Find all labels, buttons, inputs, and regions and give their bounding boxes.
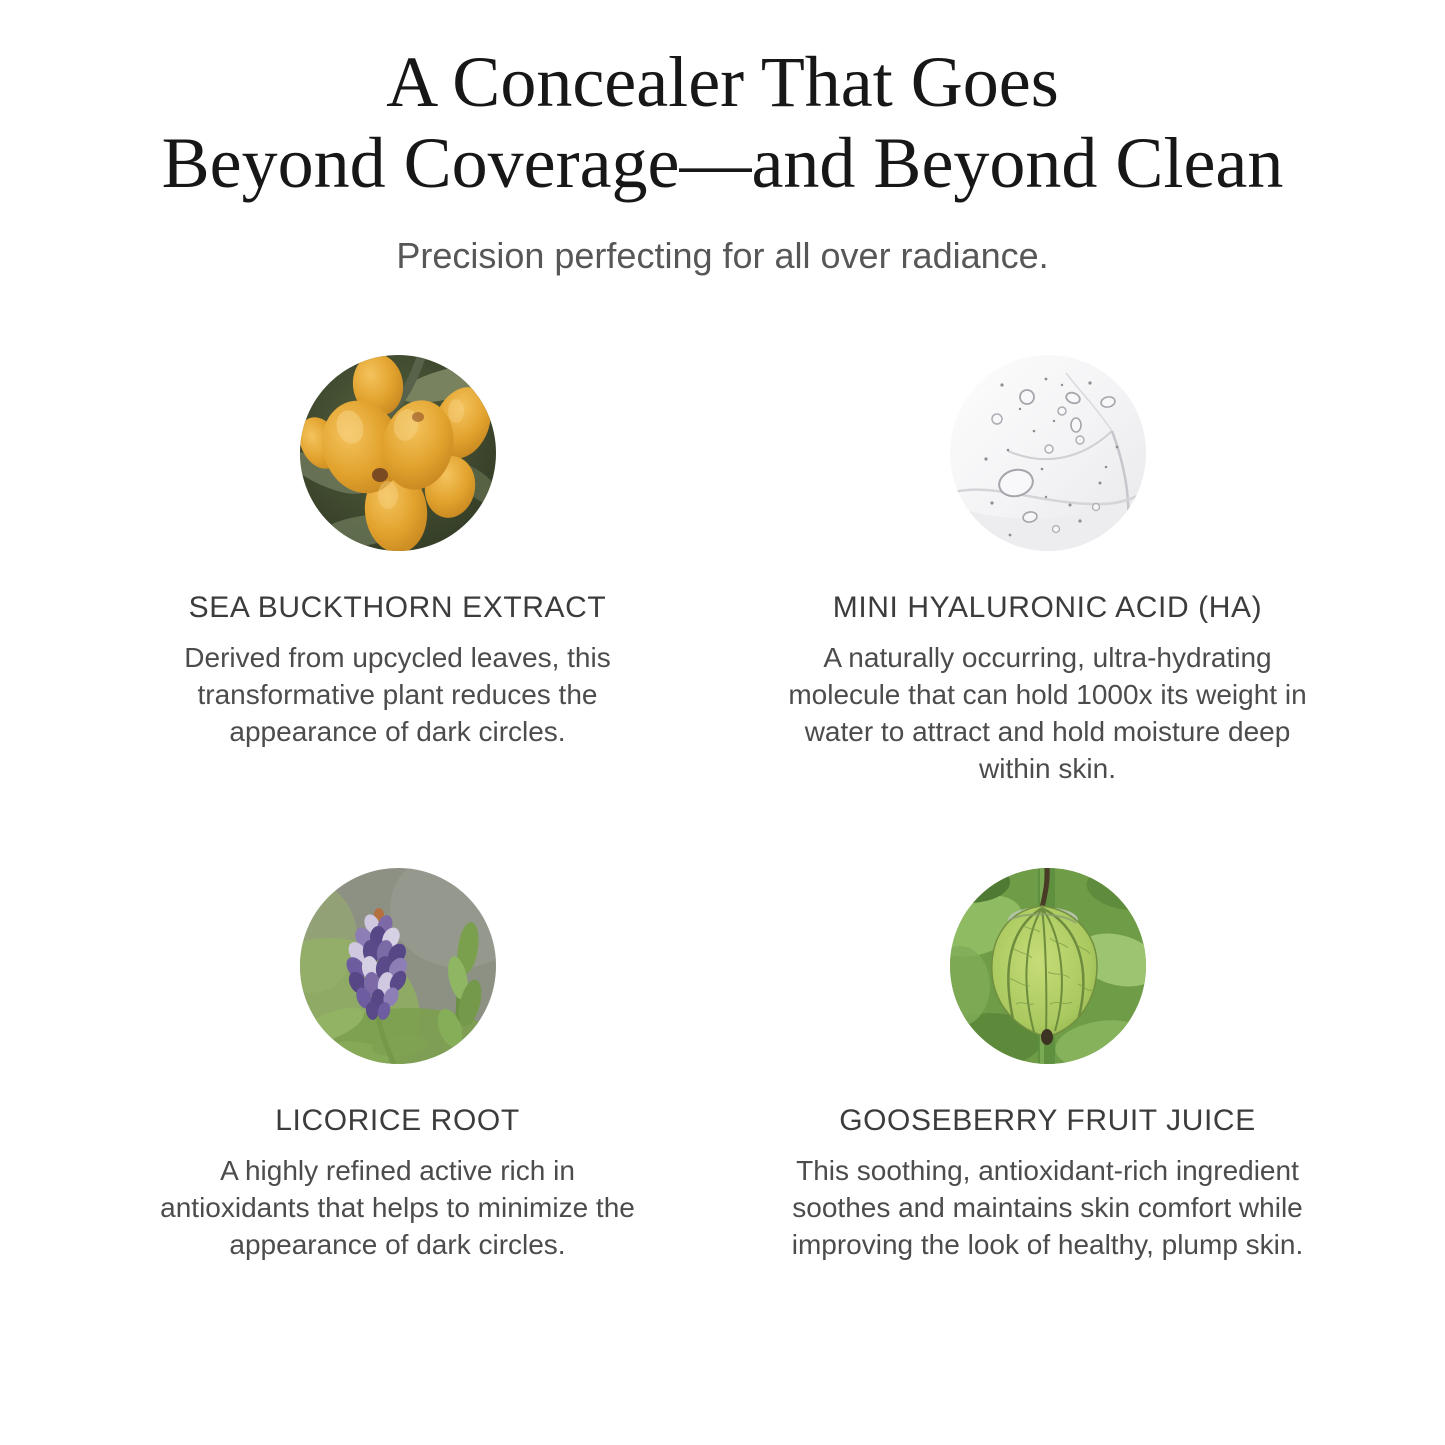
- ingredient-name: LICORICE ROOT: [275, 1104, 520, 1138]
- sea-buckthorn-image: [300, 355, 496, 551]
- page-subtitle: Precision perfecting for all over radiance.: [396, 235, 1049, 277]
- licorice-flower-image: [300, 868, 496, 1064]
- page-title: [0, 0, 1445, 203]
- ingredient-description: This soothing, antioxidant-rich ingredient soothes and maintains skin comfort while improving the look of healthy, plump skin.: [791, 1155, 1304, 1260]
- page-title-line-1: A Concealer That Goes: [386, 42, 1059, 122]
- ingredient-card-gooseberry: [723, 868, 1373, 1264]
- hyaluronic-acid-gel-texture-photo: [950, 355, 1146, 551]
- licorice-root-flower-photo: [300, 868, 496, 1064]
- sea-buckthorn-berries-photo: [300, 355, 496, 551]
- ingredient-description: A naturally occurring, ultra-hydrating molecule that can hold 1000x its weight in water to attract and hold moisture deep within skin.: [788, 642, 1307, 785]
- ingredient-name: SEA BUCKTHORN EXTRACT: [188, 591, 607, 625]
- hyaluronic-acid-image: [950, 355, 1146, 551]
- ingredient-description: Derived from upcycled leaves, this transformative plant reduces the appearance of dark circles.: [184, 642, 611, 748]
- ingredient-name: MINI HYALURONIC ACID (HA): [832, 591, 1263, 625]
- ingredient-description: A highly refined active rich in antioxidants that helps to minimize the appearance of dark circles.: [160, 1155, 635, 1260]
- ingredient-card-licorice-root: [73, 868, 723, 1264]
- ingredient-card-hyaluronic-acid: [723, 355, 1373, 788]
- ingredient-name: GOOSEBERRY FRUIT JUICE: [839, 1104, 1256, 1138]
- gooseberry-fruit-photo: [950, 868, 1146, 1064]
- gooseberry-image: [950, 868, 1146, 1064]
- ingredient-grid: [73, 355, 1373, 1264]
- ingredient-card-sea-buckthorn: [73, 355, 723, 788]
- page-title-line-2: Beyond Coverage—and Beyond Clean: [161, 122, 1284, 203]
